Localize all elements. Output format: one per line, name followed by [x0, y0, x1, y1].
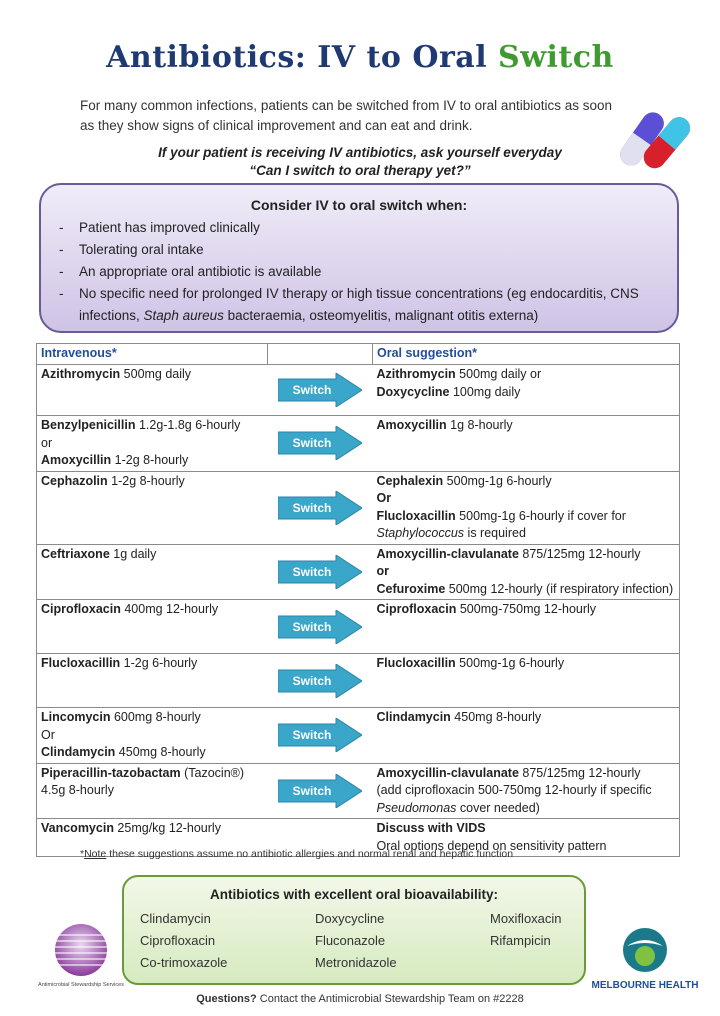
oral-cell [373, 471, 680, 544]
consider-item-italic: Staph aureus [143, 308, 224, 323]
drug-line [377, 366, 676, 384]
switch-label: Switch [292, 619, 332, 634]
dose-text: (add ciprofloxacin 500-750mg 12-hourly if specific [376, 783, 652, 797]
footnote [80, 848, 513, 860]
consider-heading: Consider IV to oral switch when: [250, 197, 468, 213]
switch-cell [268, 763, 373, 819]
drug-name: Ciprofloxacin [376, 602, 457, 616]
iv-cell [37, 471, 268, 544]
table-row [37, 708, 680, 764]
dose-text: 500mg-750mg 12-hourly [456, 602, 597, 616]
drug-line [377, 655, 676, 673]
drug-name: Amoxycillin [41, 453, 112, 467]
consider-list [41, 217, 677, 327]
iv-cell [37, 600, 268, 654]
dose-text: 1-2g 8-hourly [111, 453, 189, 467]
drug-line [377, 473, 676, 491]
consider-item-text: bacteraemia, osteomyelitis, malignant otitis externa) [223, 308, 539, 323]
oral-cell [373, 416, 680, 472]
dose-text: 1-2g 6-hourly [120, 656, 198, 670]
dose-text: 25mg/kg 12-hourly [113, 821, 221, 835]
bio-drug: Metronidazole [315, 955, 397, 970]
dose-text: 1-2g 8-hourly [107, 473, 185, 488]
drug-name: Ciprofloxacin [41, 602, 121, 616]
dose-text: cover needed) [456, 800, 540, 815]
drug-line [41, 782, 264, 800]
iv-cell [37, 654, 268, 708]
switch-cell [268, 365, 373, 416]
table-row [37, 763, 680, 819]
table-row [37, 416, 680, 472]
table-row [37, 600, 680, 654]
bioavailability-box [122, 875, 586, 985]
drug-line [41, 366, 264, 384]
bio-drug: Co-trimoxazole [140, 955, 228, 970]
switch-arrow-icon [278, 664, 362, 698]
drug-name: Lincomycin [41, 710, 111, 724]
organism-name: Staphylococcus [376, 526, 465, 540]
bio-drug: Doxycycline [315, 911, 385, 926]
dose-text: 1g daily [109, 546, 157, 561]
table-row [37, 544, 680, 600]
drug-name: Piperacillin-tazobactam [41, 765, 181, 780]
oral-cell [373, 763, 680, 819]
switch-arrow-icon [278, 774, 362, 808]
switch-arrow-icon [278, 555, 362, 589]
drug-name: Cephalexin [376, 473, 444, 488]
consider-item: - Tolerating oral intake [59, 239, 665, 261]
drug-name: or [376, 564, 389, 578]
header-intravenous: Intravenous* [37, 344, 268, 365]
dose-text: 500mg 12-hourly (if respiratory infection) [445, 581, 674, 596]
switch-arrow-icon [278, 718, 362, 752]
drug-name: Doxycycline [376, 384, 450, 399]
ask-yourself [80, 144, 640, 180]
drug-line [377, 601, 676, 619]
drug-line [377, 782, 676, 800]
dose-text: or [41, 435, 53, 450]
switch-arrow-icon [278, 610, 362, 644]
iv-cell [37, 763, 268, 819]
drug-line [41, 655, 264, 673]
dose-text: 450mg 8-hourly [450, 710, 542, 724]
ask-line-1: If your patient is receiving IV antibiotics, ask yourself everyday [158, 145, 562, 160]
switch-arrow-icon [278, 491, 362, 525]
drug-name: Azithromycin [376, 367, 456, 381]
drug-line [41, 765, 264, 783]
footnote-star: * [80, 848, 85, 860]
drug-line [377, 563, 676, 581]
dose-text: 875/125mg 12-hourly [518, 765, 641, 780]
header-spacer [268, 344, 373, 365]
switch-label: Switch [292, 564, 332, 579]
table-row [37, 365, 680, 416]
oral-cell [373, 708, 680, 764]
drug-name: Or [376, 491, 392, 505]
switch-label: Switch [292, 383, 332, 397]
drug-name: Flucloxacillin [376, 508, 456, 523]
iv-cell [37, 416, 268, 472]
bio-drug: Fluconazole [315, 933, 386, 948]
consider-item: - An appropriate oral antibiotic is available [59, 261, 665, 283]
drug-line [377, 525, 676, 543]
drug-name: Benzylpenicillin [41, 418, 136, 432]
title-switch-word: Switch [498, 40, 614, 75]
melbourne-health-logo [590, 926, 700, 996]
ask-line-2: “Can I switch to oral therapy yet?” [249, 163, 471, 178]
capsules-icon [610, 100, 690, 180]
switch-label: Switch [292, 673, 332, 688]
header-oral: Oral suggestion* [373, 344, 680, 365]
drug-line [377, 546, 676, 564]
dose-text: 100mg daily [449, 384, 521, 399]
iv-cell [37, 544, 268, 600]
drug-line [41, 417, 264, 435]
drug-line [377, 384, 676, 402]
drug-line [377, 490, 676, 508]
questions-text: Contact the Antimicrobial Stewardship Team on #2228 [256, 993, 524, 1005]
bio-drug: Clindamycin [140, 911, 211, 926]
oral-cell [373, 654, 680, 708]
melbourne-health-text: MELBOURNE HEALTH [591, 980, 699, 991]
switch-table [36, 343, 680, 857]
drug-name: Flucloxacillin [376, 656, 456, 670]
drug-name: Discuss with VIDS [376, 821, 486, 835]
drug-name: Clindamycin [376, 710, 451, 724]
dose-text: (Tazocin®) [180, 765, 245, 780]
drug-name: Cefuroxime [376, 581, 446, 596]
bio-drug: Rifampicin [490, 933, 551, 948]
dose-text: 1g 8-hourly [446, 418, 513, 432]
organism-name: Pseudomonas [376, 800, 457, 815]
drug-line [41, 744, 264, 762]
iv-cell [37, 365, 268, 416]
drug-line [41, 452, 264, 470]
drug-line [41, 727, 264, 745]
dose-text: 4.5g 8-hourly [41, 783, 114, 797]
switch-label: Switch [292, 728, 332, 743]
drug-name: Azithromycin [41, 367, 121, 381]
switch-cell [268, 708, 373, 764]
footnote-note: Note [84, 848, 107, 860]
stewardship-logo-text: Antimicrobial Stewardship Services [38, 982, 124, 988]
drug-name: Cephazolin [41, 473, 108, 488]
iv-cell [37, 708, 268, 764]
drug-name: Amoxycillin-clavulanate [376, 765, 519, 780]
footnote-text: these suggestions assume no antibiotic allergies and normal renal and hepatic function [106, 848, 514, 860]
drug-line [41, 435, 264, 453]
bio-grid [124, 908, 584, 974]
bio-heading: Antibiotics with excellent oral bioavailability: [209, 887, 499, 902]
questions-label: Questions? [196, 993, 257, 1005]
drug-line [41, 709, 264, 727]
drug-line [41, 473, 264, 491]
switch-arrow-icon [278, 373, 362, 407]
drug-line [377, 765, 676, 783]
drug-line [377, 709, 676, 727]
drug-line [377, 417, 676, 435]
questions-contact [0, 993, 720, 1005]
switch-cell [268, 416, 373, 472]
dose-text: 500mg-1g 6-hourly if cover for [455, 508, 626, 523]
consider-item: - Patient has improved clinically [59, 217, 665, 239]
drug-line [377, 820, 676, 838]
consider-item [59, 283, 665, 327]
oral-cell [373, 600, 680, 654]
drug-name: Clindamycin [41, 745, 116, 759]
intro-text: For many common infections, patients can be switched from IV to oral antibiotics as soon as they show signs of clinical improvement and can eat and drink. [80, 98, 612, 133]
switch-cell [268, 600, 373, 654]
table-row [37, 471, 680, 544]
drug-name: Vancomycin [41, 821, 114, 835]
dose-text: 500mg-1g 6-hourly [443, 473, 552, 488]
dose-text: Or [41, 727, 55, 742]
switch-cell [268, 544, 373, 600]
stewardship-logo [36, 920, 126, 990]
switch-cell [268, 654, 373, 708]
drug-line [41, 601, 264, 619]
drug-line [377, 508, 676, 526]
dose-text: 450mg 8-hourly [115, 745, 206, 759]
dose-text: Oral options depend on sensitivity pattern [376, 838, 607, 853]
bio-drug: Moxifloxacin [490, 911, 562, 926]
dose-text: is required [464, 526, 526, 540]
drug-name: Amoxycillin [376, 418, 447, 432]
drug-line [41, 820, 264, 838]
dose-text: 400mg 12-hourly [120, 602, 219, 616]
bio-drug: Ciprofloxacin [140, 933, 216, 948]
drug-line [41, 546, 264, 564]
dose-text: 500mg-1g 6-hourly [455, 656, 565, 670]
switch-label: Switch [292, 783, 332, 798]
dose-text: 1.2g-1.8g 6-hourly [135, 418, 241, 432]
dose-text: 500mg daily or [455, 367, 542, 381]
drug-name: Ceftriaxone [41, 546, 110, 561]
switch-arrow-icon [278, 426, 362, 460]
consider-switch-box [39, 183, 679, 333]
consider-item-text: No specific need for prolonged IV therapy or high tissue concentrations (eg endocarditis, CNS infections, [79, 286, 639, 323]
drug-line [377, 581, 676, 599]
title-main: Antibiotics: IV to Oral [106, 40, 499, 75]
dose-text: 600mg 8-hourly [110, 710, 201, 724]
drug-name: Flucloxacillin [41, 656, 121, 670]
switch-label: Switch [292, 436, 332, 451]
table-row [37, 654, 680, 708]
oral-cell [373, 365, 680, 416]
oral-cell [373, 544, 680, 600]
drug-name: Amoxycillin-clavulanate [376, 546, 519, 561]
switch-label: Switch [292, 500, 332, 515]
switch-cell [268, 471, 373, 544]
page-title [0, 40, 720, 75]
drug-line [377, 800, 676, 818]
dose-text: 875/125mg 12-hourly [518, 546, 641, 561]
dose-text: 500mg daily [120, 367, 192, 381]
